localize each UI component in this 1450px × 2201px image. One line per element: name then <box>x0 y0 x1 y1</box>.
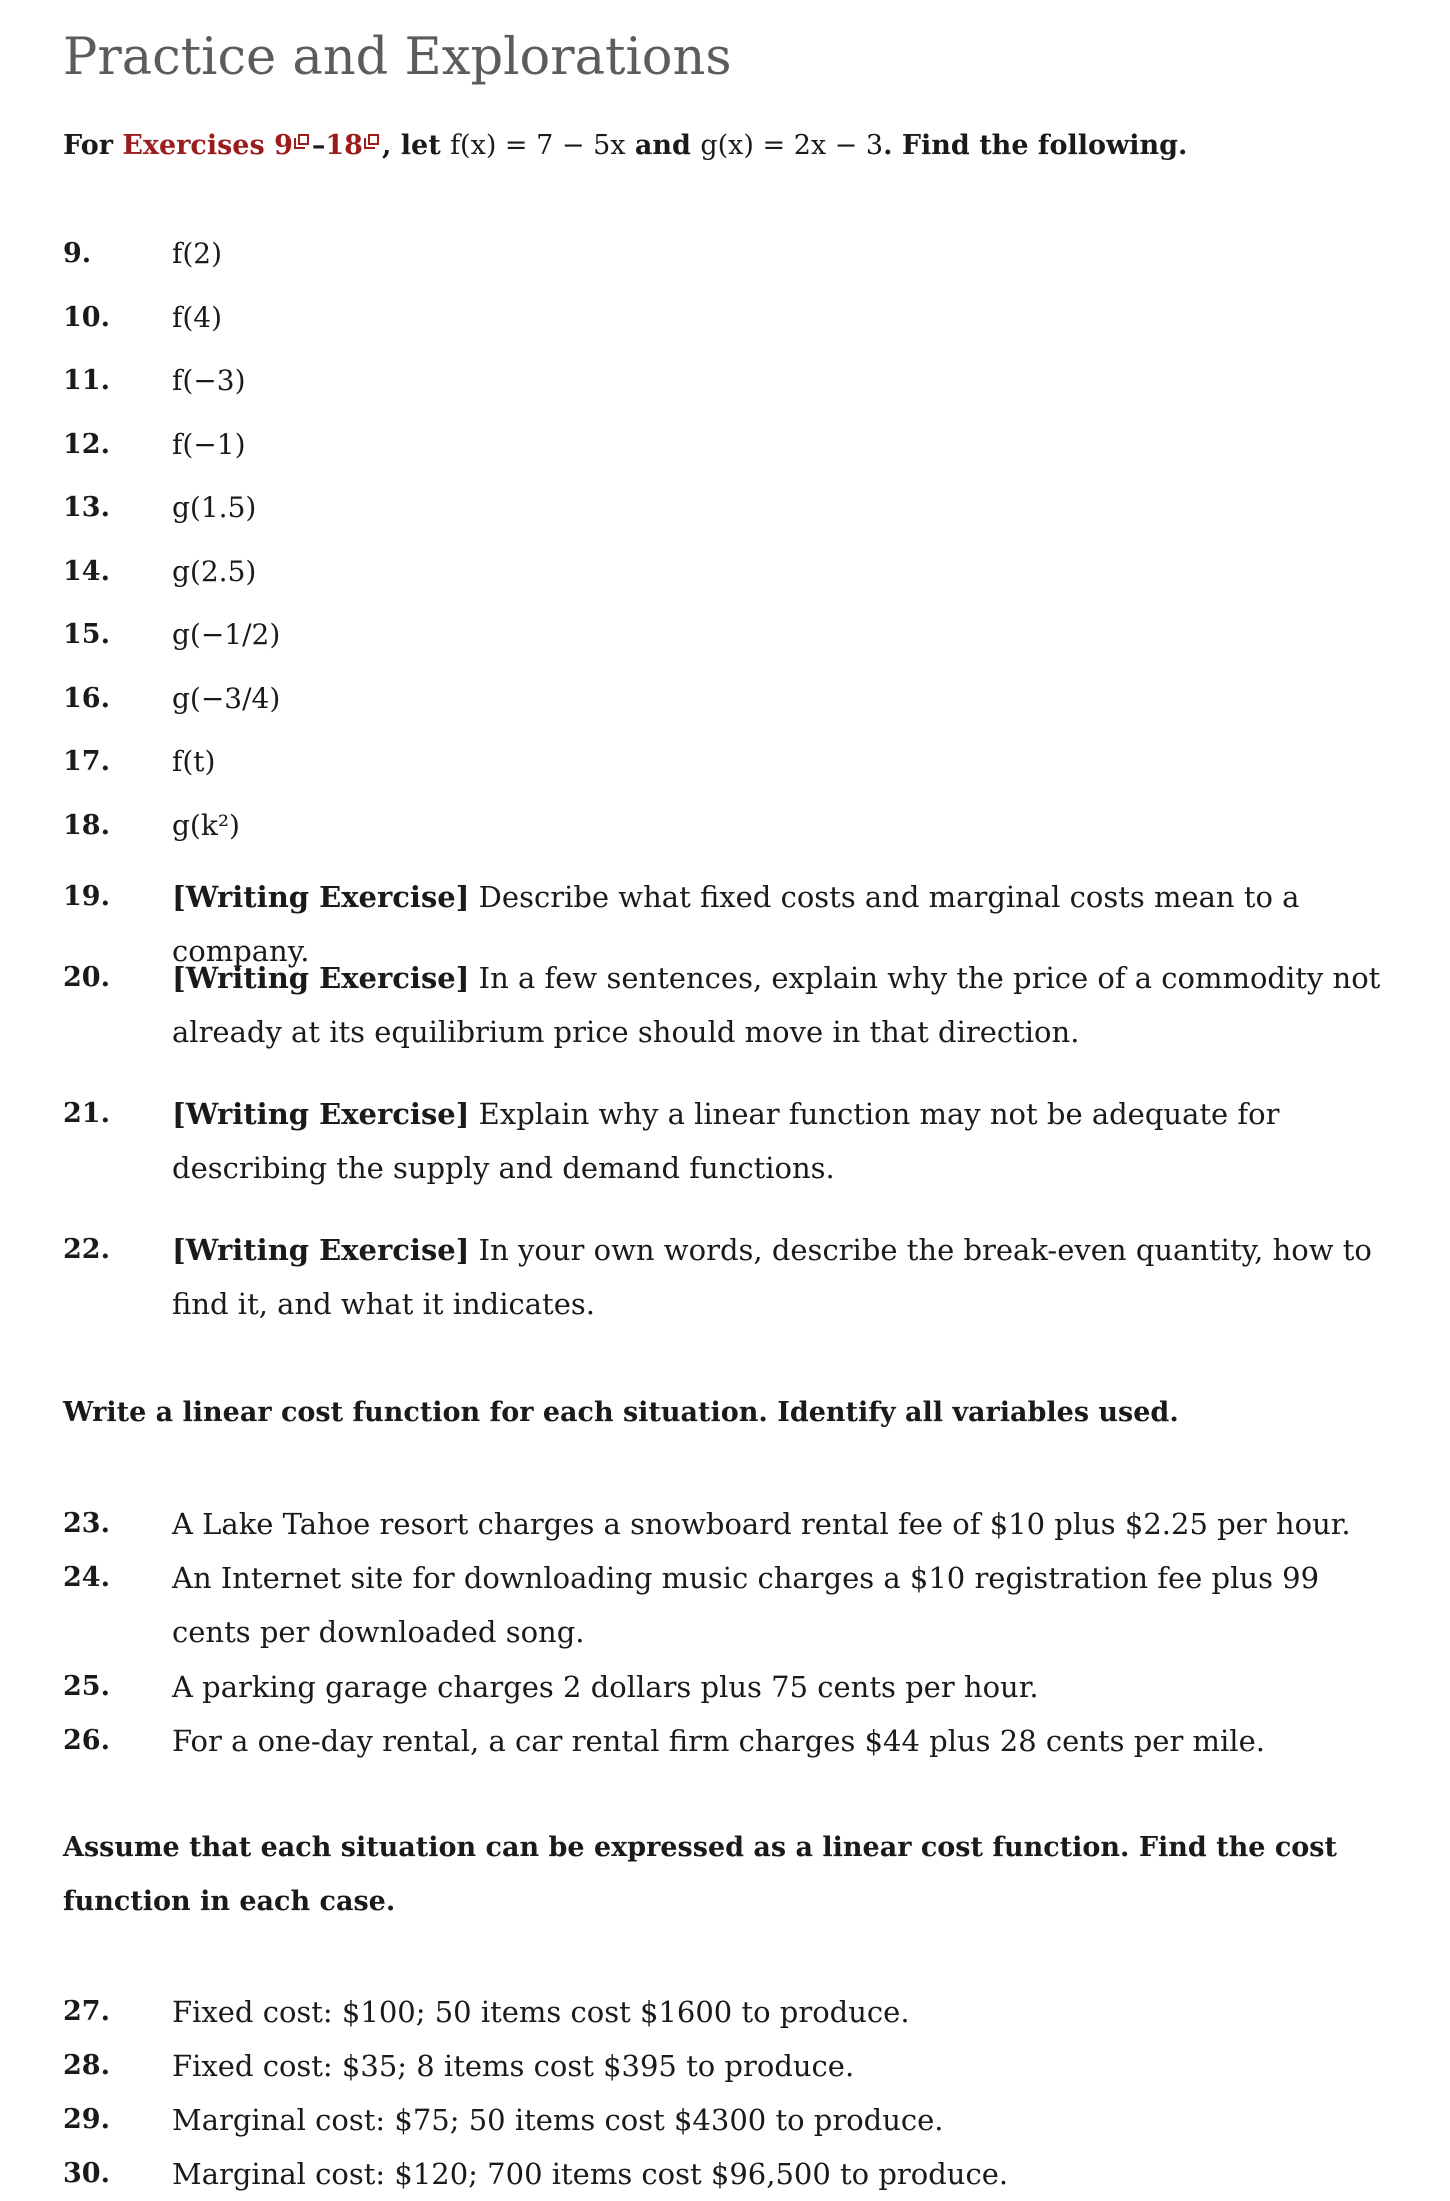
exercise-expression: g(2.5) <box>172 555 257 588</box>
exercise-number: 20. <box>63 962 110 993</box>
exercise-intro <box>63 130 1187 161</box>
exercise-text: A Lake Tahoe resort charges a snowboard rental fee of $10 plus $2.25 per hour. <box>172 1507 1351 1541</box>
writing-exercise-tag: [Writing Exercise] <box>172 880 470 914</box>
exercise-text: Fixed cost: $35; 8 items cost $395 to produce. <box>172 2049 855 2083</box>
exercise-item <box>63 2147 1403 2201</box>
exercise-number: 11. <box>63 365 110 396</box>
exercise-item <box>63 1497 1403 1551</box>
exercise-expression: g(−1/2) <box>172 618 281 651</box>
exercise-expression: f(2) <box>172 237 223 270</box>
intro-dash: – <box>311 130 326 161</box>
exercise-number: 25. <box>63 1671 110 1702</box>
exercise-item <box>63 608 1403 662</box>
exercise-text: An Internet site for downloading music charges a $10 registration fee plus 99 cents per downloaded song. <box>172 1561 1320 1649</box>
writing-exercise-tag: [Writing Exercise] <box>172 1097 470 1131</box>
external-link-icon <box>294 134 310 150</box>
exercises-link-start[interactable] <box>122 130 312 161</box>
exercise-item <box>63 2039 1403 2093</box>
writing-exercise <box>63 951 1403 1059</box>
external-link-icon <box>364 134 380 150</box>
writing-exercise-tag: [Writing Exercise] <box>172 961 470 995</box>
writing-exercise <box>63 1223 1403 1331</box>
exercise-number: 26. <box>63 1725 110 1756</box>
exercise-number: 23. <box>63 1508 110 1539</box>
exercise-text: For a one-day rental, a car rental firm charges $44 plus 28 cents per mile. <box>172 1724 1265 1758</box>
exercises-link-end-text: 18 <box>325 130 363 161</box>
page-title: Practice and Explorations <box>63 28 732 87</box>
section-heading-linear-cost: Write a linear cost function for each situation. Identify all variables used. <box>63 1397 1179 1428</box>
exercise-item <box>63 1714 1403 1768</box>
exercise-number: 30. <box>63 2158 110 2189</box>
exercise-number: 24. <box>63 1562 110 1593</box>
exercise-text: Marginal cost: $120; 700 items cost $96,500 to produce. <box>172 2157 1009 2191</box>
exercise-number: 10. <box>63 302 110 333</box>
section-heading-find-cost: Assume that each situation can be expressed as a linear cost function. Find the cost function in each case. <box>63 1832 1337 1917</box>
exercise-number: 18. <box>63 810 110 841</box>
exercise-text: In your own words, describe the break-even quantity, how to find it, and what it indicates. <box>172 1233 1372 1321</box>
intro-suffix: . Find the following. <box>883 130 1188 161</box>
exercise-text: Explain why a linear function may not be adequate for describing the supply and demand functions. <box>172 1097 1280 1185</box>
exercises-link-end[interactable] <box>325 130 382 161</box>
exercise-item <box>63 481 1403 535</box>
exercise-number: 13. <box>63 492 110 523</box>
exercise-number: 9. <box>63 238 92 269</box>
exercise-text: In a few sentences, explain why the price of a commodity not already at its equilibrium price should move in that direction. <box>172 961 1381 1049</box>
exercise-item <box>63 418 1403 472</box>
exercise-number: 22. <box>63 1234 110 1265</box>
exercise-item <box>63 227 1403 281</box>
intro-after-link: , let <box>381 130 451 161</box>
exercise-number: 14. <box>63 556 110 587</box>
exercise-number: 27. <box>63 1996 110 2027</box>
exercise-expression: f(−3) <box>172 364 246 397</box>
exercises-link-start-text: Exercises 9 <box>122 130 293 161</box>
f-definition: f(x) = 7 − 5x <box>450 130 626 161</box>
exercise-text: Describe what fixed costs and marginal costs mean to a company. <box>172 880 1300 968</box>
exercise-text: Fixed cost: $100; 50 items cost $1600 to produce. <box>172 1995 910 2029</box>
exercise-number: 15. <box>63 619 110 650</box>
g-definition: g(x) = 2x − 3 <box>700 130 884 161</box>
exercise-expression: f(4) <box>172 301 223 334</box>
exercise-text: A parking garage charges 2 dollars plus 75 cents per hour. <box>172 1670 1039 1704</box>
exercise-number: 16. <box>63 683 110 714</box>
exercise-number: 12. <box>63 429 110 460</box>
exercise-number: 19. <box>63 881 110 912</box>
exercise-item <box>63 545 1403 599</box>
exercise-expression: f(−1) <box>172 428 246 461</box>
exercise-number: 29. <box>63 2104 110 2135</box>
exercise-item <box>63 1660 1403 1714</box>
exercise-number: 28. <box>63 2050 110 2081</box>
exercise-item <box>63 799 1403 853</box>
writing-exercise <box>63 1087 1403 1195</box>
exercise-expression: g(−3/4) <box>172 682 281 715</box>
exercise-item <box>63 735 1403 789</box>
exercise-number: 17. <box>63 746 110 777</box>
exercise-item <box>63 1985 1403 2039</box>
exercise-expression: f(t) <box>172 745 216 778</box>
exercise-item <box>63 2093 1403 2147</box>
intro-and: and <box>625 130 701 161</box>
exercise-item <box>63 354 1403 408</box>
exercise-text: Marginal cost: $75; 50 items cost $4300 to produce. <box>172 2103 944 2137</box>
writing-exercise-tag: [Writing Exercise] <box>172 1233 470 1267</box>
exercise-expression: g(k²) <box>172 809 240 842</box>
exercise-expression: g(1.5) <box>172 491 257 524</box>
exercise-item <box>63 291 1403 345</box>
intro-prefix: For <box>63 130 123 161</box>
exercise-item <box>63 1551 1403 1659</box>
exercise-item <box>63 672 1403 726</box>
exercise-number: 21. <box>63 1098 110 1129</box>
